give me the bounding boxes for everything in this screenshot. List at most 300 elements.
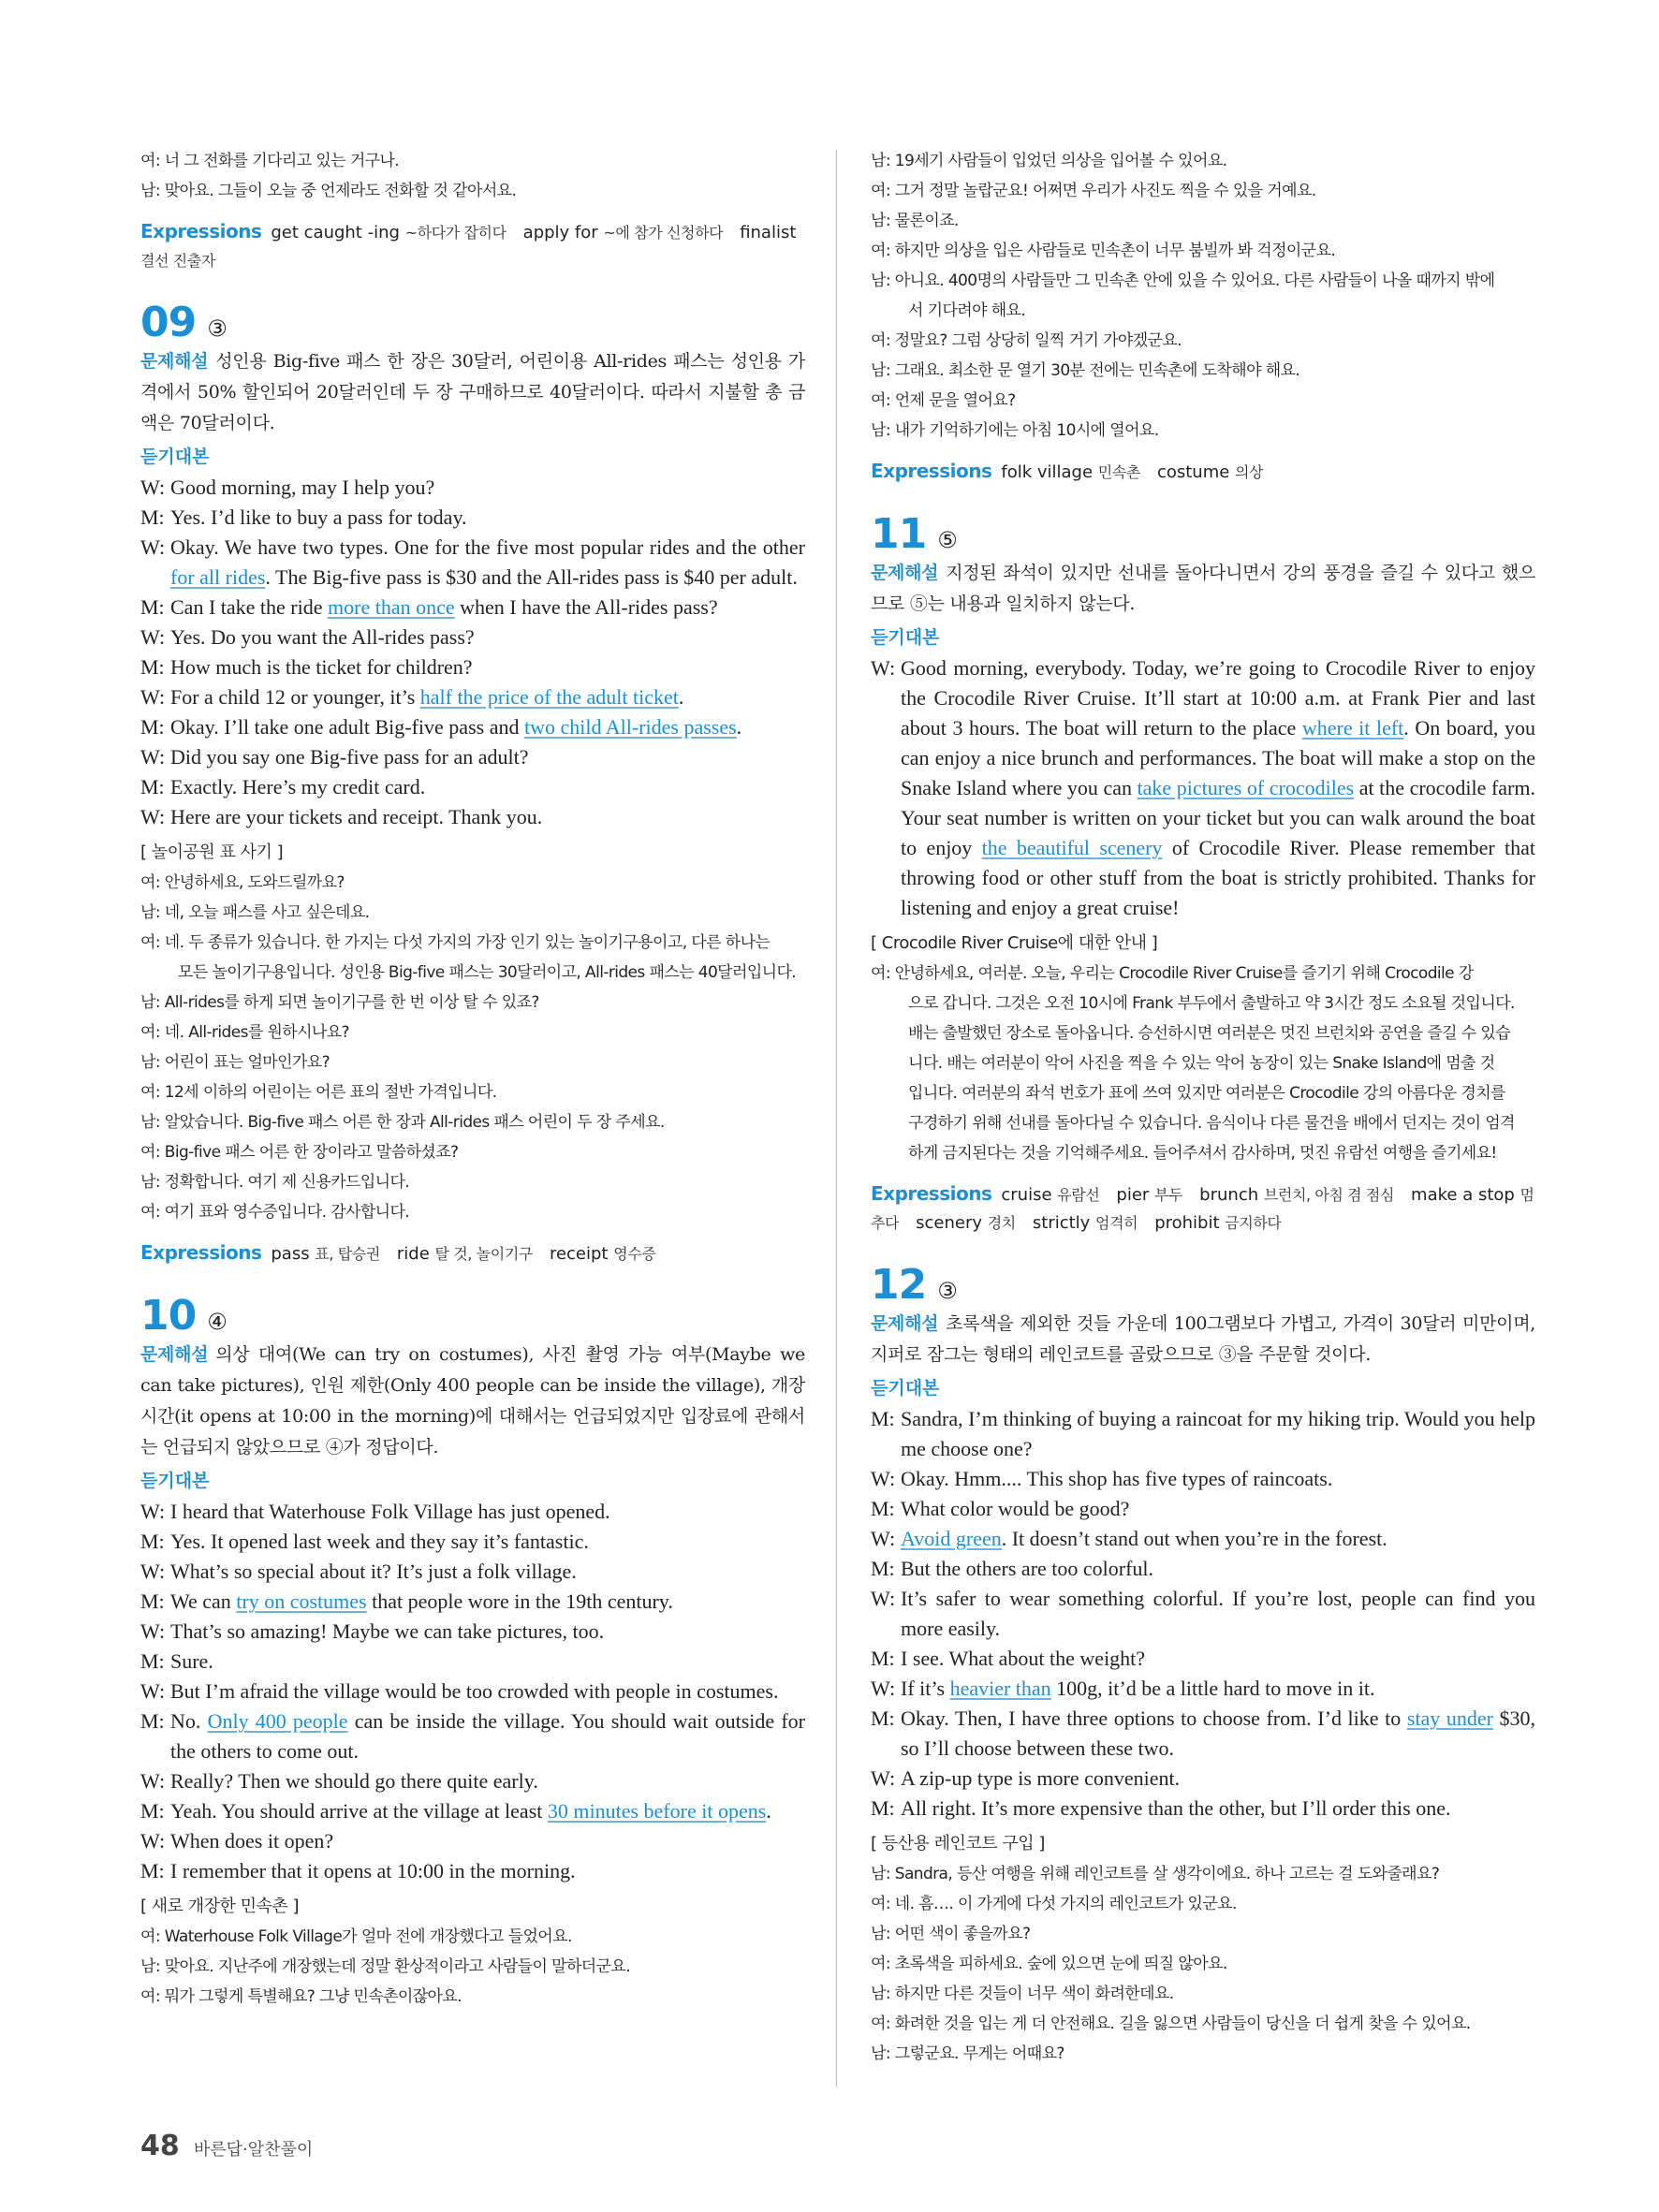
question-number: 11 <box>871 510 927 558</box>
translation-text: 19세기 사람들이 입었던 의상을 입어볼 수 있어요. <box>894 152 1227 170</box>
script-label: 듣기대본 <box>871 1378 940 1399</box>
explanation <box>871 558 1535 620</box>
translation-text: 그래요. 최소한 문 열기 30분 전에는 민속촌에 도착해야 해요. <box>894 361 1300 380</box>
question-12 <box>871 1262 1535 2069</box>
speaker: 여: <box>871 964 895 983</box>
script-text <box>170 1677 805 1707</box>
speaker: 남: <box>871 1985 895 2003</box>
translation-line <box>871 1889 1535 1919</box>
script-text <box>170 1527 805 1557</box>
speaker: 여: <box>140 1143 165 1162</box>
script-fragment: Yes. I’d like to buy a pass for today. <box>170 505 467 529</box>
expression-term: cruise <box>1001 1185 1058 1205</box>
translation-text: 하지만 의상을 입은 사람들로 민속촌이 너무 붐빌까 봐 걱정이군요. <box>894 242 1336 260</box>
translation-text: 구경하기 위해 선내를 돌아다닐 수 있습니다. 음식이나 다른 물건을 배에서 던지는 것이 엄격 <box>908 1114 1515 1133</box>
script-text <box>170 1856 805 1886</box>
translation-line <box>871 266 1535 296</box>
translation-text: 너 그 전화를 기다리고 있는 거구나. <box>164 152 400 170</box>
script-fragment: But I’m afraid the village would be too crowded with people in costumes. <box>170 1679 779 1703</box>
translation-text: 하지만 다른 것들이 너무 색이 화려한데요. <box>894 1985 1174 2003</box>
script-text <box>170 1826 805 1856</box>
translation-text: 정확합니다. 여기 제 신용카드입니다. <box>164 1173 410 1192</box>
script-fragment: Exactly. Here’s my credit card. <box>170 775 426 798</box>
expression-term: brunch <box>1199 1185 1264 1205</box>
speaker: W: <box>871 1766 896 1790</box>
script-text <box>901 1764 1535 1794</box>
listening-script <box>871 1404 1535 1824</box>
script-fragment: . It doesn’t stand out when you’re in the forest. <box>1001 1527 1387 1550</box>
translation-line <box>871 1108 1535 1138</box>
script-fragment: What’s so special about it? It’s just a folk village. <box>170 1560 577 1583</box>
script-fragment: at the crocodile farm. Your seat number is written on your ticket but you can walk around the boat to enjoy <box>901 776 1535 859</box>
script-fragment: All right. It’s more expensive than the other, but I’ll order this one. <box>901 1796 1451 1820</box>
expression-gloss: 멈추다 <box>871 1186 1534 1232</box>
speaker: 남: <box>871 212 895 230</box>
translation-line <box>140 1952 805 1982</box>
speaker: 여: <box>140 1203 165 1222</box>
speaker: 남: <box>140 182 165 200</box>
script-line <box>140 503 805 533</box>
translation-line <box>140 1137 805 1167</box>
script-line <box>140 473 805 503</box>
script-fragment: I remember that it opens at 10:00 in the morning. <box>170 1859 576 1882</box>
question-09 <box>140 300 805 1268</box>
expression-gloss: 의상 <box>1235 463 1264 481</box>
translation-line <box>871 416 1535 446</box>
script-line <box>140 1497 805 1527</box>
expressions-label: Expressions <box>871 460 992 482</box>
speaker: M: <box>140 1709 165 1733</box>
translation-line <box>140 1197 805 1227</box>
translation <box>871 959 1535 1168</box>
expression-term: apply for <box>522 223 604 242</box>
translation-text: 안녕하세요, 여러분. 오늘, 우리는 Crocodile River Cruise를 즐기기 위해 Crocodile 강 <box>894 964 1474 983</box>
expression-term: costume <box>1156 462 1236 482</box>
script-text <box>901 1554 1535 1584</box>
script-fragment: 100g, it’d be a little hard to move in it. <box>1050 1677 1375 1700</box>
speaker: W: <box>140 535 166 559</box>
speaker: W: <box>140 1619 166 1643</box>
script-line <box>140 772 805 802</box>
speaker: 남: <box>140 1053 165 1072</box>
translation-text: 안녕하세요, 도와드릴까요? <box>164 873 345 892</box>
speaker: 남: <box>871 152 895 170</box>
book-title: 바른답·알찬풀이 <box>193 2140 314 2160</box>
translation-text: 네. 두 종류가 있습니다. 한 가지는 다섯 가지의 가장 인기 있는 놀이기구용이고, 다른 하나는 <box>164 933 771 952</box>
expression-term: folk village <box>1001 462 1098 482</box>
key-phrase: take pictures of crocodiles <box>1137 776 1355 799</box>
script-line <box>871 1554 1535 1584</box>
translation-title: [ 놀이공원 표 사기 ] <box>140 842 284 862</box>
page-footer <box>140 2130 313 2162</box>
answer-mark: ③ <box>937 1278 958 1304</box>
script-fragment: Yes. Do you want the All-rides pass? <box>170 625 475 649</box>
script-line <box>871 1584 1535 1644</box>
speaker: 여: <box>871 1955 895 1973</box>
key-phrase: try on costumes <box>236 1589 367 1613</box>
speaker: W: <box>140 625 166 649</box>
speaker: 여: <box>871 2014 895 2033</box>
translation-line <box>871 386 1535 416</box>
speaker: M: <box>871 1497 895 1520</box>
speaker: 여: <box>871 331 895 350</box>
key-phrase: two child All-rides passes <box>523 715 737 739</box>
translation-text: 12세 이하의 어린이는 어른 표의 절반 가격입니다. <box>164 1083 497 1102</box>
translation-text: Sandra, 등산 여행을 위해 레인코트를 살 생각이에요. 하나 고르는 걸 도와줄래요? <box>894 1865 1440 1883</box>
script-fragment: Really? Then we should go there quite early. <box>170 1769 538 1793</box>
translation-text: 어린이 표는 얼마인가요? <box>164 1053 330 1072</box>
script-text <box>170 802 805 832</box>
listening-script <box>140 473 805 832</box>
script-text <box>170 1617 805 1647</box>
script-text <box>901 1674 1535 1704</box>
translation-line <box>871 989 1535 1018</box>
speaker: 남: <box>140 1957 165 1976</box>
script-line <box>140 1796 805 1826</box>
explanation-text: 성인용 Big-five 패스 한 장은 30달러, 어린이용 All-rides 패스는 성인용 가격에서 50% 할인되어 20달러인데 두 장 구매하므로 40달러이다. 따라서 지불할 총 금액은 70달러이다. <box>140 351 805 433</box>
speaker: 남: <box>871 1925 895 1943</box>
translation-line <box>140 1922 805 1952</box>
translation-text: 언제 문을 열어요? <box>894 391 1016 410</box>
script-fragment: Okay. Then, I have three options to choose from. I’d like to <box>901 1707 1407 1730</box>
translation-line <box>140 176 805 206</box>
speaker: W: <box>871 656 896 680</box>
speaker: W: <box>140 745 166 769</box>
speaker: M: <box>140 1649 165 1673</box>
translation-line <box>871 2039 1535 2069</box>
translation-text: 네, 오늘 패스를 사고 싶은데요. <box>164 903 370 922</box>
script-fragment: Did you say one Big-five pass for an adult? <box>170 745 529 769</box>
translation-line <box>140 1982 805 2012</box>
script-fragment: We can <box>170 1589 237 1613</box>
script-line <box>140 1557 805 1587</box>
translation-line <box>871 236 1535 266</box>
intro-expressions <box>140 217 805 275</box>
script-line <box>140 1707 805 1766</box>
speaker: M: <box>871 1707 895 1730</box>
speaker: 남: <box>140 1173 165 1192</box>
expression-term: get caught -ing <box>271 223 405 242</box>
script-line <box>871 1794 1535 1824</box>
translation-text: 뭐가 그렇게 특별해요? 그냥 민속촌이잖아요. <box>164 1987 462 2006</box>
script-line <box>140 1826 805 1856</box>
key-phrase: the beautiful scenery <box>981 836 1163 859</box>
script-text <box>901 1584 1535 1644</box>
speaker: M: <box>871 1407 895 1430</box>
speaker: W: <box>140 476 166 499</box>
intro-translation <box>140 146 805 206</box>
answer-mark: ③ <box>207 315 228 342</box>
script-text <box>170 712 805 742</box>
script-fragment: . On board, you can enjoy a nice brunch and performances. The boat will make a stop on the Snake Island where you can <box>901 716 1535 799</box>
translation-text: 내가 기억하기에는 아침 10시에 열어요. <box>894 421 1159 440</box>
script-line <box>140 1766 805 1796</box>
script-text <box>901 1464 1535 1494</box>
script-line <box>140 1587 805 1617</box>
script-fragment: Yes. It opened last week and they say it’s fantastic. <box>170 1530 589 1553</box>
expressions <box>871 1179 1535 1238</box>
expression-gloss: 유람선 <box>1057 1186 1100 1204</box>
translation-text: Big-five 패스 어른 한 장이라고 말씀하셨죠? <box>164 1143 459 1162</box>
speaker: 여: <box>871 182 895 200</box>
translation-line <box>140 898 805 928</box>
translation-text: 니다. 배는 여러분이 악어 사진을 찍을 수 있는 악어 농장이 있는 Snake Island에 멈출 것 <box>908 1054 1495 1073</box>
speaker: 여: <box>871 242 895 260</box>
script-fragment: $30, so I’ll choose between these two. <box>901 1707 1535 1760</box>
script-line <box>871 1524 1535 1554</box>
speaker: M: <box>871 1796 895 1820</box>
explanation-label: 문제해설 <box>871 563 939 583</box>
script-line <box>140 1617 805 1647</box>
expression-gloss: 엄격히 <box>1095 1214 1138 1232</box>
translation-text: 아니요. 400명의 사람들만 그 민속촌 안에 있을 수 있어요. 다른 사람들이 나올 때까지 밖에 <box>894 271 1495 290</box>
translation-text: All-rides를 하게 되면 놀이기구를 한 번 이상 탈 수 있죠? <box>164 993 539 1012</box>
translation-line <box>140 146 805 176</box>
speaker: W: <box>871 1587 896 1610</box>
expression-term: finalist <box>740 223 797 242</box>
translation-text: 어떤 색이 좋을까요? <box>894 1925 1031 1943</box>
script-label: 듣기대본 <box>871 627 940 648</box>
question-number: 12 <box>871 1261 927 1309</box>
translation <box>140 1922 805 2012</box>
translation-text: 물론이죠. <box>894 212 959 230</box>
script-fragment: How much is the ticket for children? <box>170 655 473 679</box>
script-text <box>901 1404 1535 1464</box>
translation-line <box>871 296 1535 326</box>
script-fragment: Okay. I’ll take one adult Big-five pass and <box>170 715 524 739</box>
speaker: W: <box>871 1467 896 1490</box>
translation-text: 여기 표와 영수증입니다. 감사합니다. <box>164 1203 410 1222</box>
expressions-label: Expressions <box>140 1241 262 1264</box>
translation-line <box>140 1047 805 1077</box>
script-line <box>871 1494 1535 1524</box>
speaker: M: <box>140 1589 165 1613</box>
script-fragment: . <box>766 1799 771 1823</box>
script-line <box>871 1464 1535 1494</box>
translation-line <box>871 1979 1535 2009</box>
script-text <box>901 1494 1535 1524</box>
script-line <box>140 1677 805 1707</box>
translation-line <box>140 868 805 898</box>
expression-gloss: 민속촌 <box>1097 463 1140 481</box>
translation-text: 정말요? 그럼 상당히 일찍 거기 가야겠군요. <box>894 331 1182 350</box>
translation-line <box>871 1018 1535 1048</box>
speaker: 여: <box>871 1895 895 1913</box>
speaker: M: <box>140 595 165 619</box>
question-number: 09 <box>140 299 197 346</box>
script-fragment: It’s safer to wear something colorful. If you’re lost, people can find you more easily. <box>901 1587 1535 1640</box>
script-text <box>170 742 805 772</box>
translation-text: 으로 갑니다. 그것은 오전 10시에 Frank 부두에서 출발하고 약 3시간 정도 소요될 것입니다. <box>908 994 1515 1013</box>
translation-line <box>871 146 1535 176</box>
explanation-label: 문제해설 <box>140 1344 209 1365</box>
script-fragment: when I have the All-rides pass? <box>454 595 718 619</box>
speaker: 남: <box>871 361 895 380</box>
translation-text: 배는 출발했던 장소로 돌아옵니다. 승선하시면 여러분은 멋진 브런치와 공연을 즐길 수 있습 <box>908 1024 1511 1043</box>
script-fragment: . <box>678 685 684 709</box>
script-fragment: What color would be good? <box>901 1497 1130 1520</box>
script-fragment: Okay. We have two types. One for the five most popular rides and the other <box>170 535 805 559</box>
script-line <box>871 1404 1535 1464</box>
script-line <box>140 1647 805 1677</box>
script-fragment: Here are your tickets and receipt. Thank you. <box>170 805 543 828</box>
explanation-label: 문제해설 <box>140 351 209 372</box>
speaker: M: <box>140 1799 165 1823</box>
speaker: M: <box>140 715 165 739</box>
speaker: W: <box>871 1677 896 1700</box>
explanation-label: 문제해설 <box>871 1313 939 1334</box>
translation-line <box>140 1167 805 1197</box>
script-line <box>871 1764 1535 1794</box>
key-phrase: heavier than <box>949 1677 1051 1700</box>
expression-gloss: 브런치, 아침 겸 점심 <box>1263 1186 1395 1204</box>
speaker: W: <box>140 1500 166 1523</box>
column-divider <box>836 150 837 2087</box>
script-text <box>901 1794 1535 1824</box>
translation-line <box>871 1048 1535 1078</box>
speaker: W: <box>140 1769 166 1793</box>
translation-line <box>871 1949 1535 1979</box>
script-text <box>170 1587 805 1617</box>
translation-text: 초록색을 피하세요. 숲에 있으면 눈에 띄질 않아요. <box>894 1955 1227 1973</box>
translation-text: 맞아요. 그들이 오늘 중 언제라도 전화할 것 같아서요. <box>164 182 517 200</box>
speaker: W: <box>871 1527 896 1550</box>
script-fragment: of Crocodile River. Please remember that throwing food or other stuff from the boat is strictly prohibited. Thanks for listening and enjoy a great cruise! <box>901 836 1535 919</box>
script-fragment: I heard that Waterhouse Folk Village has just opened. <box>170 1500 610 1523</box>
answer-mark: ⑤ <box>937 527 958 553</box>
speaker: M: <box>140 655 165 679</box>
script-fragment: Sure. <box>170 1649 213 1673</box>
translation-line <box>871 1138 1535 1168</box>
key-phrase: stay under <box>1406 1707 1493 1730</box>
speaker: 남: <box>140 1113 165 1132</box>
speaker: 여: <box>140 873 165 892</box>
script-line <box>140 1856 805 1886</box>
speaker: 남: <box>871 1865 895 1883</box>
translation-continued <box>871 146 1535 446</box>
translation-line <box>140 1018 805 1047</box>
script-line <box>871 653 1535 923</box>
speaker: M: <box>140 775 165 798</box>
script-text <box>170 623 805 652</box>
speaker: M: <box>871 1647 895 1670</box>
script-text <box>170 1707 805 1766</box>
speaker: 남: <box>871 271 895 290</box>
speaker: W: <box>140 1679 166 1703</box>
expression-term: receipt <box>549 1244 614 1264</box>
key-phrase: Only 400 people <box>207 1709 348 1733</box>
translation-line <box>871 1078 1535 1108</box>
expression-term: strictly <box>1032 1213 1096 1233</box>
speaker: W: <box>140 685 166 709</box>
translation-text: 맞아요. 지난주에 개장했는데 정말 환상적이라고 사람들이 말하더군요. <box>164 1957 631 1976</box>
script-fragment: When does it open? <box>170 1829 334 1853</box>
expression-term: prohibit <box>1154 1213 1226 1233</box>
explanation <box>871 1309 1535 1370</box>
expression-gloss: 표, 탑승권 <box>315 1245 380 1263</box>
explanation-text: 지정된 좌석이 있지만 선내를 돌아다니면서 강의 풍경을 즐길 수 있다고 했으므로 ⑤는 내용과 일치하지 않는다. <box>871 563 1535 614</box>
translation-title: [ 등산용 레인코트 구입 ] <box>871 1834 1045 1853</box>
question-10 <box>140 1293 805 2012</box>
script-fragment: Can I take the ride <box>170 595 328 619</box>
translation-text: 네. All-rides를 원하시나요? <box>164 1023 349 1042</box>
right-column <box>871 146 1535 2069</box>
translation-text: 서 기다려야 해요. <box>908 301 1026 320</box>
key-phrase: for all rides <box>170 565 266 589</box>
translation <box>140 868 805 1227</box>
script-text <box>901 1704 1535 1764</box>
expression-gloss: 부두 <box>1154 1186 1183 1204</box>
expressions <box>871 457 1535 487</box>
question-11 <box>871 511 1535 1238</box>
key-phrase: Avoid green <box>901 1527 1002 1550</box>
expressions-label: Expressions <box>871 1182 992 1205</box>
translation-line <box>871 959 1535 989</box>
translation-line <box>871 2009 1535 2039</box>
translation-line <box>871 176 1535 206</box>
speaker: W: <box>140 1560 166 1583</box>
script-line <box>871 1674 1535 1704</box>
translation-text: 하게 금지된다는 것을 기억해주세요. 들어주셔서 감사하며, 멋진 유람선 여행을 즐기세요! <box>908 1144 1497 1163</box>
speaker: 남: <box>871 2044 895 2063</box>
script-line <box>140 682 805 712</box>
script-line <box>140 623 805 652</box>
translation-line <box>140 958 805 988</box>
translation <box>871 1859 1535 2069</box>
script-fragment: can be inside the village. You should wait outside for the others to come out. <box>170 1709 805 1763</box>
translation-line <box>140 1077 805 1107</box>
expression-term: scenery <box>916 1213 988 1233</box>
script-line <box>871 1704 1535 1764</box>
expression-gloss: 탈 것, 놀이기구 <box>434 1245 533 1263</box>
translation-text: 모든 놀이기구용입니다. 성인용 Big-five 패스는 30달러이고, All-rides 패스는 40달러입니다. <box>178 963 797 982</box>
script-fragment: That’s so amazing! Maybe we can take pictures, too. <box>170 1619 605 1643</box>
explanation-text: 초록색을 제외한 것들 가운데 100그램보다 가볍고, 가격이 30달러 미만이며, 지퍼로 잠그는 형태의 레인코트를 골랐으므로 ③을 주문할 것이다. <box>871 1313 1535 1365</box>
speaker: M: <box>140 505 165 529</box>
script-text <box>901 1644 1535 1674</box>
script-text <box>170 503 805 533</box>
translation-text: Waterhouse Folk Village가 얼마 전에 개장했다고 들었어요. <box>164 1927 572 1946</box>
script-text <box>170 473 805 503</box>
translation-text: 그거 정말 놀랍군요! 어쩌면 우리가 사진도 찍을 수 있을 거예요. <box>894 182 1316 200</box>
script-line <box>140 593 805 623</box>
script-fragment: Yeah. You should arrive at the village at least <box>170 1799 548 1823</box>
translation-line <box>871 356 1535 386</box>
expression-term: make a stop <box>1411 1185 1520 1205</box>
page-number: 48 <box>140 2130 180 2162</box>
translation-title: [ 새로 개장한 민속촌 ] <box>140 1897 300 1916</box>
speaker: M: <box>871 1557 895 1580</box>
key-phrase: where it left <box>1301 716 1404 740</box>
script-fragment: Okay. Hmm.... This shop has five types of raincoats. <box>901 1467 1333 1490</box>
script-fragment: For a child 12 or younger, it’s <box>170 685 420 709</box>
expression-term: pass <box>271 1244 316 1264</box>
key-phrase: half the price of the adult ticket <box>419 685 679 709</box>
script-line <box>140 742 805 772</box>
script-text <box>170 1497 805 1527</box>
translation-line <box>871 326 1535 356</box>
translation-line <box>871 1919 1535 1949</box>
script-fragment: . The Big-five pass is $30 and the All-rides pass is $40 per adult. <box>265 565 798 589</box>
speaker: 남: <box>140 993 165 1012</box>
expression-gloss: ~하다가 잡히다 <box>404 224 507 242</box>
script-fragment: that people wore in the 19th century. <box>366 1589 673 1613</box>
script-text <box>170 772 805 802</box>
expressions <box>140 1238 805 1268</box>
translation-line <box>871 206 1535 236</box>
question-number: 10 <box>140 1292 197 1340</box>
translation-text: 그렇군요. 무게는 어때요? <box>894 2044 1064 2063</box>
